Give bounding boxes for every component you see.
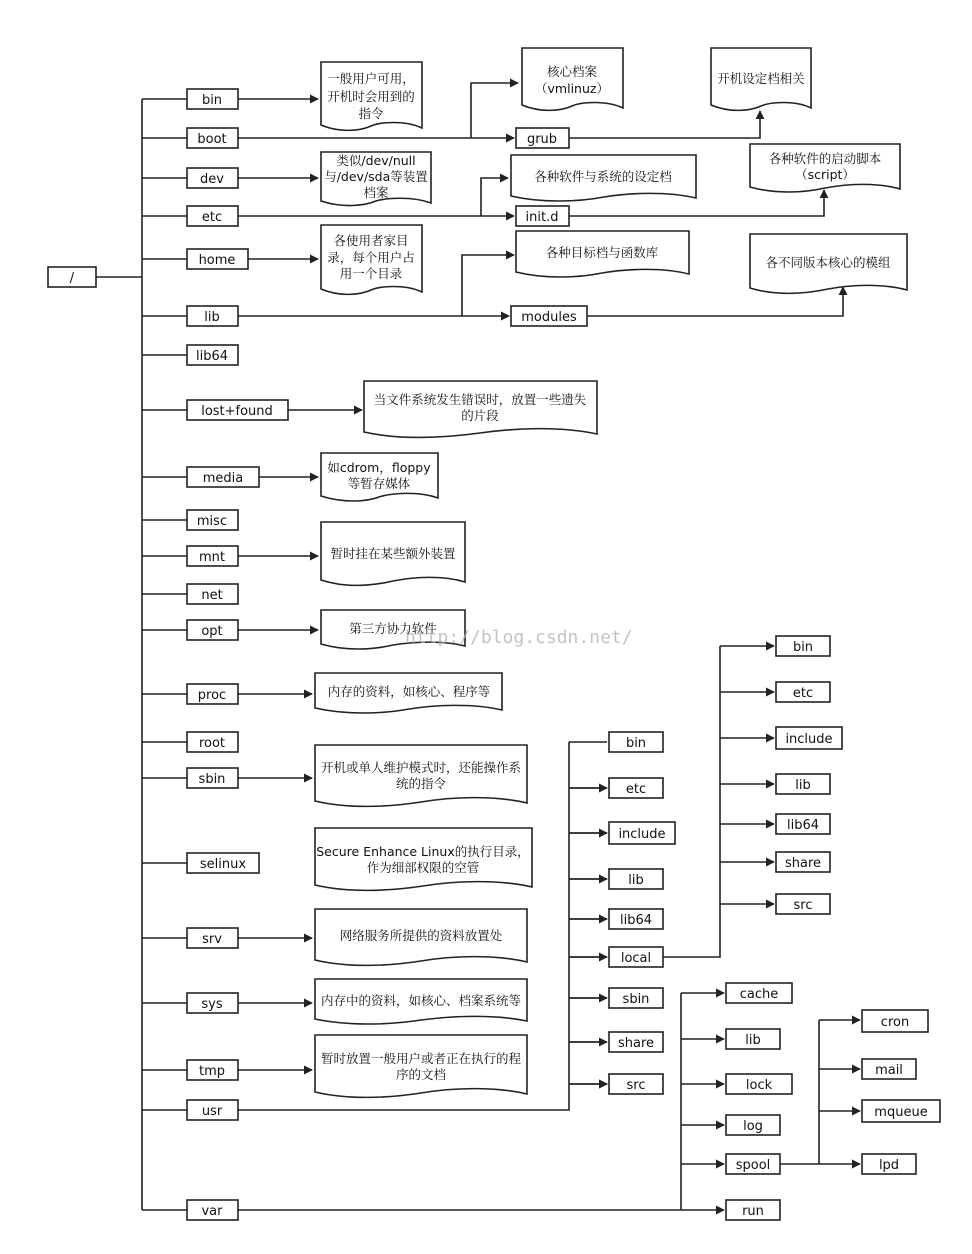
var-spool-label: spool <box>735 1158 771 1173</box>
usr-sbin <box>609 988 663 1008</box>
note-media <box>321 453 438 501</box>
dir-initd <box>516 206 569 226</box>
dir-home <box>187 249 248 269</box>
note-home <box>321 225 422 294</box>
note-selinux-line1: Secure Enhance Linux的执行目录， <box>316 844 530 859</box>
dir-tmp <box>187 1060 238 1080</box>
dir-lib <box>187 306 238 326</box>
note-dev <box>321 152 431 206</box>
spool-cron <box>862 1010 928 1032</box>
dir-dev-label: dev <box>200 172 224 187</box>
dir-var <box>187 1200 238 1220</box>
dir-lib64-label: lib64 <box>195 349 229 364</box>
note-mnt <box>321 522 465 585</box>
local-bin <box>776 636 830 656</box>
usr-etc <box>609 778 663 798</box>
note-lost-found <box>364 381 597 437</box>
dir-dev <box>187 168 238 188</box>
local-include-label: include <box>785 732 833 747</box>
spool-lpd-label: lpd <box>878 1158 900 1173</box>
dir-modules-label: modules <box>521 310 577 325</box>
note-tmp <box>315 1035 527 1097</box>
dir-sbin <box>187 768 238 788</box>
local-lib <box>776 774 830 794</box>
note-lost-found-line1: 当文件系统发生错误时，放置一些遗失 <box>373 392 587 407</box>
local-src-label: src <box>793 898 813 913</box>
var-lock <box>726 1074 792 1094</box>
local-lib-label: lib <box>795 778 811 793</box>
watermark: http://blog.csdn.net/ <box>405 627 633 648</box>
dir-root <box>187 732 238 752</box>
dir-lib-label: lib <box>204 310 220 325</box>
local-include <box>776 727 842 749</box>
note-etc-initd <box>750 144 900 192</box>
dir-bin <box>187 89 238 109</box>
usr-src <box>609 1074 663 1094</box>
note-selinux <box>315 828 532 890</box>
local-share-label: share <box>784 856 822 871</box>
note-bin-line3: 指令 <box>358 106 384 121</box>
dir-root-label: root <box>198 736 226 751</box>
note-srv <box>315 909 527 965</box>
spool-mqueue <box>862 1100 940 1122</box>
note-boot-core-line2: （vmlinuz） <box>535 81 609 96</box>
usr-lib64-label: lib64 <box>619 913 653 928</box>
local-bin-label: bin <box>792 640 814 655</box>
dir-grub <box>516 128 569 148</box>
note-bin <box>321 62 422 130</box>
note-bin-line2: 开机时会用到的 <box>327 89 415 104</box>
note-srv-line1: 网络服务所提供的资料放置处 <box>339 928 503 943</box>
dir-boot-label: boot <box>197 132 227 147</box>
usr-lib <box>609 869 663 889</box>
dir-misc-label: misc <box>196 514 228 529</box>
dir-sys-label: sys <box>201 997 223 1012</box>
dir-var-label: var <box>201 1204 223 1219</box>
usr-share <box>609 1032 663 1052</box>
var-cache <box>726 983 792 1003</box>
dir-mnt <box>187 546 238 566</box>
note-sbin-line2: 统的指令 <box>395 776 447 791</box>
note-bin-line1: 一般用户可用， <box>327 71 415 86</box>
var-run-label: run <box>742 1204 764 1219</box>
usr-lib64 <box>609 909 663 929</box>
local-lib64-label: lib64 <box>786 818 820 833</box>
root-label: / <box>69 271 75 286</box>
note-etc-line1: 各种软件与系统的设定档 <box>534 169 672 184</box>
dir-initd-label: init.d <box>525 210 559 225</box>
spool-cron-label: cron <box>880 1015 910 1030</box>
spool-children <box>862 1010 940 1174</box>
note-proc <box>315 673 502 713</box>
note-etc <box>511 155 696 201</box>
note-lib <box>516 231 689 277</box>
note-boot-core <box>522 48 623 110</box>
usr-bin-label: bin <box>625 736 647 751</box>
usr-etc-label: etc <box>625 782 647 797</box>
local-src <box>776 894 830 914</box>
note-media-line1: 如cdrom，floppy <box>327 460 431 475</box>
var-log <box>726 1115 780 1135</box>
note-home-line1: 各使用者家目 <box>333 233 409 248</box>
usr-local <box>609 947 663 967</box>
note-boot-grub-line1: 开机设定档相关 <box>717 71 805 86</box>
spool-lpd <box>862 1154 916 1174</box>
dir-proc-label: proc <box>197 688 227 703</box>
note-media-line2: 等暂存媒体 <box>347 476 411 491</box>
var-lib <box>726 1029 780 1049</box>
note-mnt-line1: 暂时挂在某些额外装置 <box>330 546 456 561</box>
dir-net-label: net <box>201 588 223 603</box>
dir-selinux <box>187 853 259 873</box>
dir-lib64 <box>187 345 238 365</box>
usr-children <box>609 732 675 1094</box>
note-opt-line1: 第三方协力软件 <box>349 621 437 636</box>
var-run <box>726 1200 780 1220</box>
local-etc <box>776 682 830 702</box>
dir-proc <box>187 684 238 704</box>
spool-mqueue-label: mqueue <box>874 1105 928 1120</box>
usr-include <box>609 822 675 844</box>
usr-share-label: share <box>617 1036 655 1051</box>
note-etc-initd-line1: 各种软件的启动脚本 <box>768 151 882 166</box>
note-sbin <box>315 745 527 806</box>
usr-src-label: src <box>626 1078 646 1093</box>
dir-grub-label: grub <box>526 132 558 147</box>
dir-usr <box>187 1100 238 1120</box>
usr-bin <box>609 732 663 752</box>
usr-sbin-label: sbin <box>622 992 650 1007</box>
note-lib-line1: 各种目标档与函数库 <box>545 245 659 260</box>
dir-etc <box>187 206 238 226</box>
note-proc-line1: 内存的资料，如核心、程序等 <box>327 684 491 699</box>
note-dev-line1: 类似/dev/null <box>336 153 416 168</box>
var-children <box>726 983 792 1220</box>
note-sbin-line1: 开机或单人维护模式时，还能操作系 <box>320 760 522 775</box>
note-dev-line3: 档案 <box>363 185 389 200</box>
note-lost-found-line2: 的片段 <box>461 408 499 423</box>
dir-opt <box>187 620 238 640</box>
dir-etc-label: etc <box>201 210 223 225</box>
var-lib-label: lib <box>745 1033 761 1048</box>
note-selinux-line2: 作为细部权限的空管 <box>366 860 480 875</box>
dir-sbin-label: sbin <box>198 772 226 787</box>
note-lib-modules <box>750 234 907 293</box>
note-tmp-line2: 序的文档 <box>395 1067 447 1082</box>
usr-local-label: local <box>620 951 652 966</box>
note-home-line3: 用一个目录 <box>339 266 403 281</box>
dir-mnt-label: mnt <box>199 550 225 565</box>
dir-media <box>187 467 259 487</box>
dir-tmp-label: tmp <box>198 1064 226 1079</box>
dir-modules <box>511 306 587 326</box>
local-share <box>776 852 830 872</box>
dir-home-label: home <box>198 253 236 268</box>
local-etc-label: etc <box>792 686 814 701</box>
dir-bin-label: bin <box>201 93 223 108</box>
local-lib64 <box>776 814 830 834</box>
note-tmp-line1: 暂时放置一般用户或者正在执行的程 <box>320 1051 522 1066</box>
spool-mail-label: mail <box>875 1063 903 1078</box>
dir-lost-found-label: lost+found <box>201 404 273 419</box>
note-boot-core-line1: 核心档案 <box>546 64 598 79</box>
dir-boot <box>187 128 238 148</box>
note-etc-initd-line2: （script） <box>795 167 855 182</box>
var-log-label: log <box>743 1119 763 1134</box>
dir-media-label: media <box>202 471 244 486</box>
note-dev-line2: 与/dev/sda等装置 <box>324 169 428 184</box>
dir-opt-label: opt <box>201 624 223 639</box>
root-node <box>48 267 96 287</box>
note-sys-line1: 内存中的资料，如核心、档案系统等 <box>320 993 522 1008</box>
dir-lost-found <box>187 400 288 420</box>
note-lib-modules-line1: 各不同版本核心的模组 <box>765 255 891 270</box>
usr-include-label: include <box>618 827 666 842</box>
var-spool <box>726 1154 780 1174</box>
dir-net <box>187 584 238 604</box>
dir-usr-label: usr <box>201 1104 223 1119</box>
var-cache-label: cache <box>739 987 779 1002</box>
usr-lib-label: lib <box>628 873 644 888</box>
spool-mail <box>862 1059 916 1079</box>
note-home-line2: 录，每个用户占 <box>327 250 415 265</box>
dir-srv-label: srv <box>202 932 222 947</box>
dir-sys <box>187 993 238 1013</box>
local-children <box>776 636 842 914</box>
note-boot-grub <box>711 48 811 110</box>
descriptions <box>315 48 910 1097</box>
note-sys <box>315 979 527 1024</box>
dir-misc <box>187 510 238 530</box>
dir-srv <box>187 928 238 948</box>
dir-selinux-label: selinux <box>199 857 247 872</box>
var-lock-label: lock <box>745 1078 773 1093</box>
